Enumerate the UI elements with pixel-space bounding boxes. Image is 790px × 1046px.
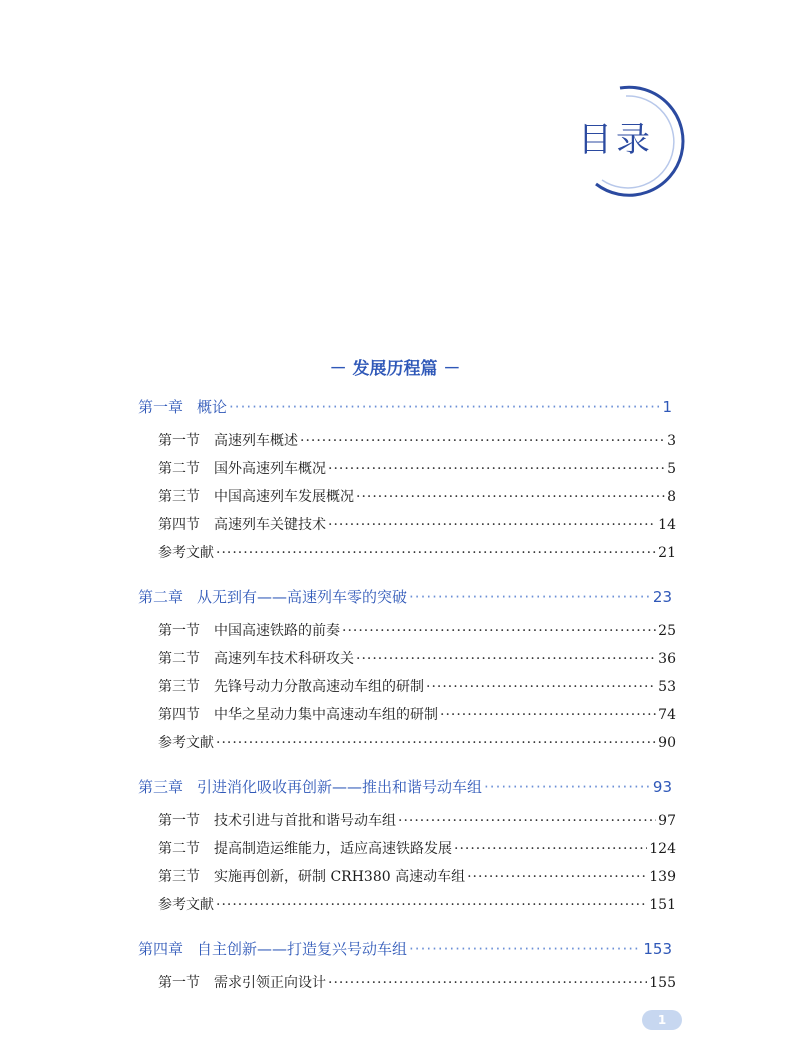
chapter-title: 自主创新——打造复兴号动车组 — [197, 940, 408, 958]
section-title: 高速列车关键技术 — [214, 517, 326, 533]
dot-leader — [229, 398, 660, 416]
chapter-label — [138, 586, 407, 607]
dot-leader — [356, 651, 656, 667]
section-label — [158, 458, 326, 478]
chapter-title: 引进消化吸收再创新——推出和谐号动车组 — [197, 778, 483, 796]
section-title: 需求引领正向设计 — [214, 975, 326, 991]
chapter-title: 概论 — [197, 398, 228, 416]
dot-leader — [216, 545, 656, 561]
section-label — [158, 972, 326, 992]
section-page-number: 53 — [658, 679, 676, 695]
section-title: 参考文献 — [158, 735, 214, 751]
section-label — [158, 542, 214, 562]
section-number: 第四节 — [158, 517, 200, 533]
section-number: 第三节 — [158, 679, 200, 695]
section-page-number: 124 — [649, 841, 676, 857]
section-title: 中华之星动力集中高速动车组的研制 — [214, 707, 438, 723]
section-page-number: 14 — [658, 517, 676, 533]
section-number: 第二节 — [158, 651, 200, 667]
section-title: 实施再创新，研制 CRH380 高速动车组 — [214, 869, 466, 885]
dot-leader — [409, 588, 651, 606]
section-label — [158, 620, 340, 640]
dot-leader — [440, 707, 656, 723]
section-entry[interactable] — [158, 430, 676, 450]
section-page-number: 151 — [649, 897, 676, 913]
section-number: 第一节 — [158, 975, 200, 991]
section-label — [158, 648, 354, 668]
section-label — [158, 486, 354, 506]
references-entry[interactable] — [158, 732, 676, 752]
dot-leader — [467, 869, 647, 885]
chapter-label — [138, 938, 407, 959]
section-title: 参考文献 — [158, 897, 214, 913]
chapter-page-number: 1 — [662, 398, 672, 416]
dot-leader — [300, 433, 665, 449]
page-number-badge: 1 — [642, 1010, 682, 1030]
section-entry[interactable] — [158, 866, 676, 886]
section-number: 第一节 — [158, 433, 200, 449]
chapter-label — [138, 396, 227, 417]
references-entry[interactable] — [158, 542, 676, 562]
section-entry[interactable] — [158, 810, 676, 830]
chapter-number: 第三章 — [138, 778, 184, 796]
dot-leader — [454, 841, 647, 857]
dot-leader — [356, 489, 665, 505]
section-title: 高速列车技术科研攻关 — [214, 651, 354, 667]
chapter-number: 第二章 — [138, 588, 184, 606]
section-entry[interactable] — [158, 704, 676, 724]
section-page-number: 90 — [658, 735, 676, 751]
section-label — [158, 838, 452, 858]
section-label — [158, 894, 214, 914]
section-title: 技术引进与首批和谐号动车组 — [214, 813, 396, 829]
toc-title-block — [560, 80, 700, 200]
chapter-entry[interactable] — [138, 776, 672, 797]
section-page-number: 74 — [658, 707, 676, 723]
section-label — [158, 866, 465, 886]
section-label — [158, 676, 424, 696]
section-page-number: 97 — [658, 813, 676, 829]
section-page-number: 3 — [667, 433, 676, 449]
section-entry[interactable] — [158, 620, 676, 640]
section-number: 第二节 — [158, 461, 200, 477]
dot-leader — [409, 940, 641, 958]
page-title: 目录 — [578, 120, 654, 160]
section-page-number: 36 — [658, 651, 676, 667]
section-number: 第一节 — [158, 813, 200, 829]
section-entry[interactable] — [158, 458, 676, 478]
section-page-number: 155 — [649, 975, 676, 991]
section-entry[interactable] — [158, 486, 676, 506]
dot-leader — [216, 897, 647, 913]
section-number: 第二节 — [158, 841, 200, 857]
chapter-number: 第一章 — [138, 398, 184, 416]
section-number: 第四节 — [158, 707, 200, 723]
chapter-entry[interactable] — [138, 586, 672, 607]
references-entry[interactable] — [158, 894, 676, 914]
section-label — [158, 514, 326, 534]
section-number: 第三节 — [158, 869, 200, 885]
section-entry[interactable] — [158, 838, 676, 858]
section-title: 国外高速列车概况 — [214, 461, 326, 477]
dot-leader — [328, 975, 647, 991]
section-title: 提高制造运维能力，适应高速铁路发展 — [214, 841, 452, 857]
dot-leader — [398, 813, 656, 829]
dot-leader — [426, 679, 656, 695]
section-entry[interactable] — [158, 648, 676, 668]
section-title: 高速列车概述 — [214, 433, 298, 449]
section-title: 中国高速列车发展概况 — [214, 489, 354, 505]
section-entry[interactable] — [158, 972, 676, 992]
chapter-entry[interactable] — [138, 938, 672, 959]
part-title: － 发展历程篇 － — [329, 359, 461, 379]
dot-leader — [328, 517, 656, 533]
section-page-number: 5 — [667, 461, 676, 477]
section-entry[interactable] — [158, 514, 676, 534]
section-title: 参考文献 — [158, 545, 214, 561]
dot-leader — [216, 735, 656, 751]
section-title: 先锋号动力分散高速动车组的研制 — [214, 679, 424, 695]
section-label — [158, 704, 438, 724]
section-title: 中国高速铁路的前奏 — [214, 623, 340, 639]
chapter-title: 从无到有——高速列车零的突破 — [197, 588, 408, 606]
section-label — [158, 732, 214, 752]
chapter-page-number: 23 — [652, 588, 672, 606]
dot-leader — [484, 778, 651, 796]
section-page-number: 8 — [667, 489, 676, 505]
section-page-number: 25 — [658, 623, 676, 639]
chapter-page-number: 153 — [643, 940, 672, 958]
dot-leader — [328, 461, 665, 477]
section-label — [158, 810, 396, 830]
section-entry[interactable] — [158, 676, 676, 696]
chapter-entry[interactable] — [138, 396, 672, 417]
dot-leader — [342, 623, 656, 639]
section-number: 第一节 — [158, 623, 200, 639]
chapter-label — [138, 776, 482, 797]
chapter-number: 第四章 — [138, 940, 184, 958]
section-page-number: 139 — [649, 869, 676, 885]
chapter-page-number: 93 — [652, 778, 672, 796]
section-page-number: 21 — [658, 545, 676, 561]
section-label — [158, 430, 298, 450]
section-number: 第三节 — [158, 489, 200, 505]
